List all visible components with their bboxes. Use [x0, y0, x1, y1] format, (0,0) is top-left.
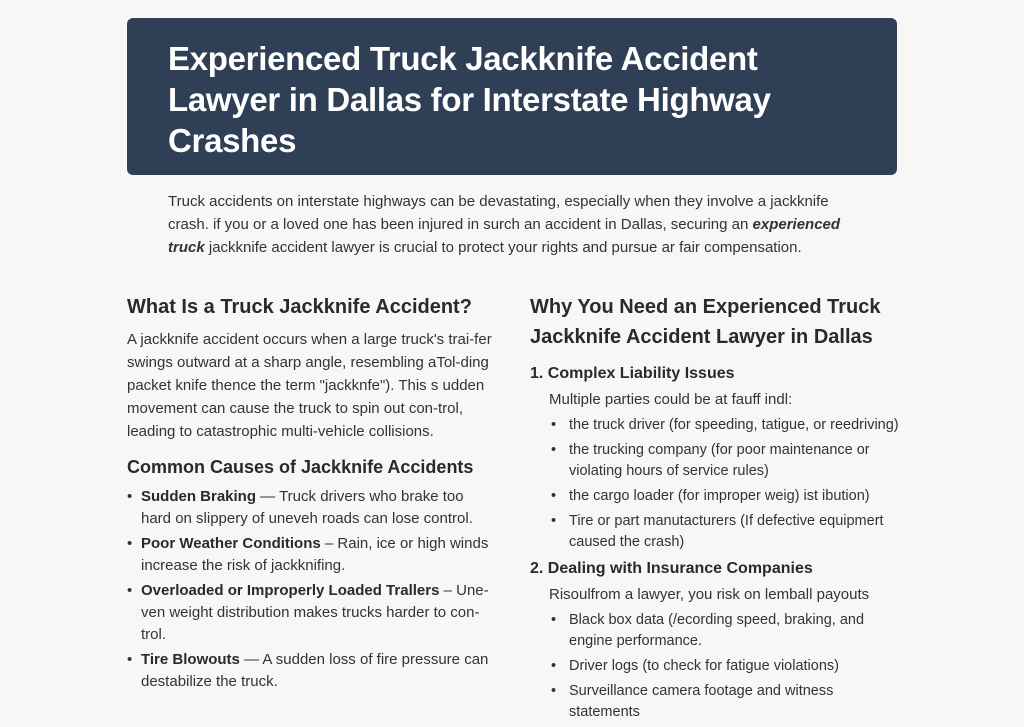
- list-item: • the cargo loader (for improper weig) ist ibution): [549, 486, 900, 507]
- list-item: • Poor Weather Conditions – Rain, ice or high winds increase the risk of jackknifing.: [127, 533, 497, 577]
- section-heading-causes: Common Causes of Jackknife Accidents: [127, 457, 474, 477]
- page-title: [168, 38, 857, 161]
- list-item: • Black box data (/ecording speed, braking, and engine performance.: [549, 610, 900, 652]
- right-column: [530, 292, 900, 727]
- causes-list: [127, 486, 497, 693]
- list-item: • Sudden Braking — Truck drivers who brake too hard on slippery of uneveh roads can lose control.: [127, 486, 497, 530]
- list-item: • Surveillance camera footage and witness statements: [549, 681, 900, 723]
- insurance-lead: Risoulfrom a lawyer, you risk on lemball payouts: [549, 586, 870, 603]
- definition-paragraph: A jackknife accident occurs when a large truck's trai-fer swings outward at a sharp angle, resembling aTol-ding packet knife thence the term "jackknfe"). This s udden movement can cause the truck to spin out con-trol, leading to catastrophic multi-vehicle collisions.: [127, 331, 492, 440]
- list-item: • Tire or part manutacturers (If defective equipmert caused the crash): [549, 511, 900, 553]
- liability-lead: Multiple parties could be at fauff indl:: [549, 391, 793, 408]
- left-column: [127, 292, 497, 696]
- subheading-insurance: 2. Dealing with Insurance Companies: [530, 560, 813, 577]
- list-item: • Tire Blowouts — A sudden loss of fire pressure can destabilize the truck.: [127, 649, 497, 693]
- insurance-list: [530, 610, 900, 723]
- list-item: • Driver logs (to check for fatigue violations): [549, 656, 900, 677]
- list-item: • the trucking company (for poor maintenance or violating hours of service rules): [549, 440, 900, 482]
- title-line-2: Lawyer in Dallas for Interstate Highway: [168, 81, 771, 118]
- list-item: • the truck driver (for speeding, tatigue, or reedriving): [549, 415, 900, 436]
- list-item: • Overloaded or Improperly Loaded Trallers – Une-ven weight distribution makes trucks harder to con-trol.: [127, 580, 497, 646]
- page-header-banner: [127, 18, 897, 175]
- section-heading-what-is: What Is a Truck Jackknife Accident?: [127, 296, 472, 318]
- title-line-3: Crashes: [168, 122, 297, 159]
- section-heading-why-lawyer: Why You Need an Experienced Truck Jackknife Accident Lawyer in Dallas: [530, 296, 881, 348]
- title-line-1: Experienced Truck Jackknife Accident: [168, 40, 758, 77]
- intro-paragraph: Truck accidents on interstate highways can be devastating, especially when they involve a jackknife crash. if you or a loved one has been injured in surch an accident in Dallas, securing an experienced truck jackknife accident lawyer is crucial to protect your rights and pursue ar fair compensation.: [168, 193, 841, 256]
- subheading-liability: 1. Complex Liability Issues: [530, 365, 735, 382]
- intro-emphasis: experienced truck: [168, 216, 841, 256]
- liability-list: [530, 415, 900, 553]
